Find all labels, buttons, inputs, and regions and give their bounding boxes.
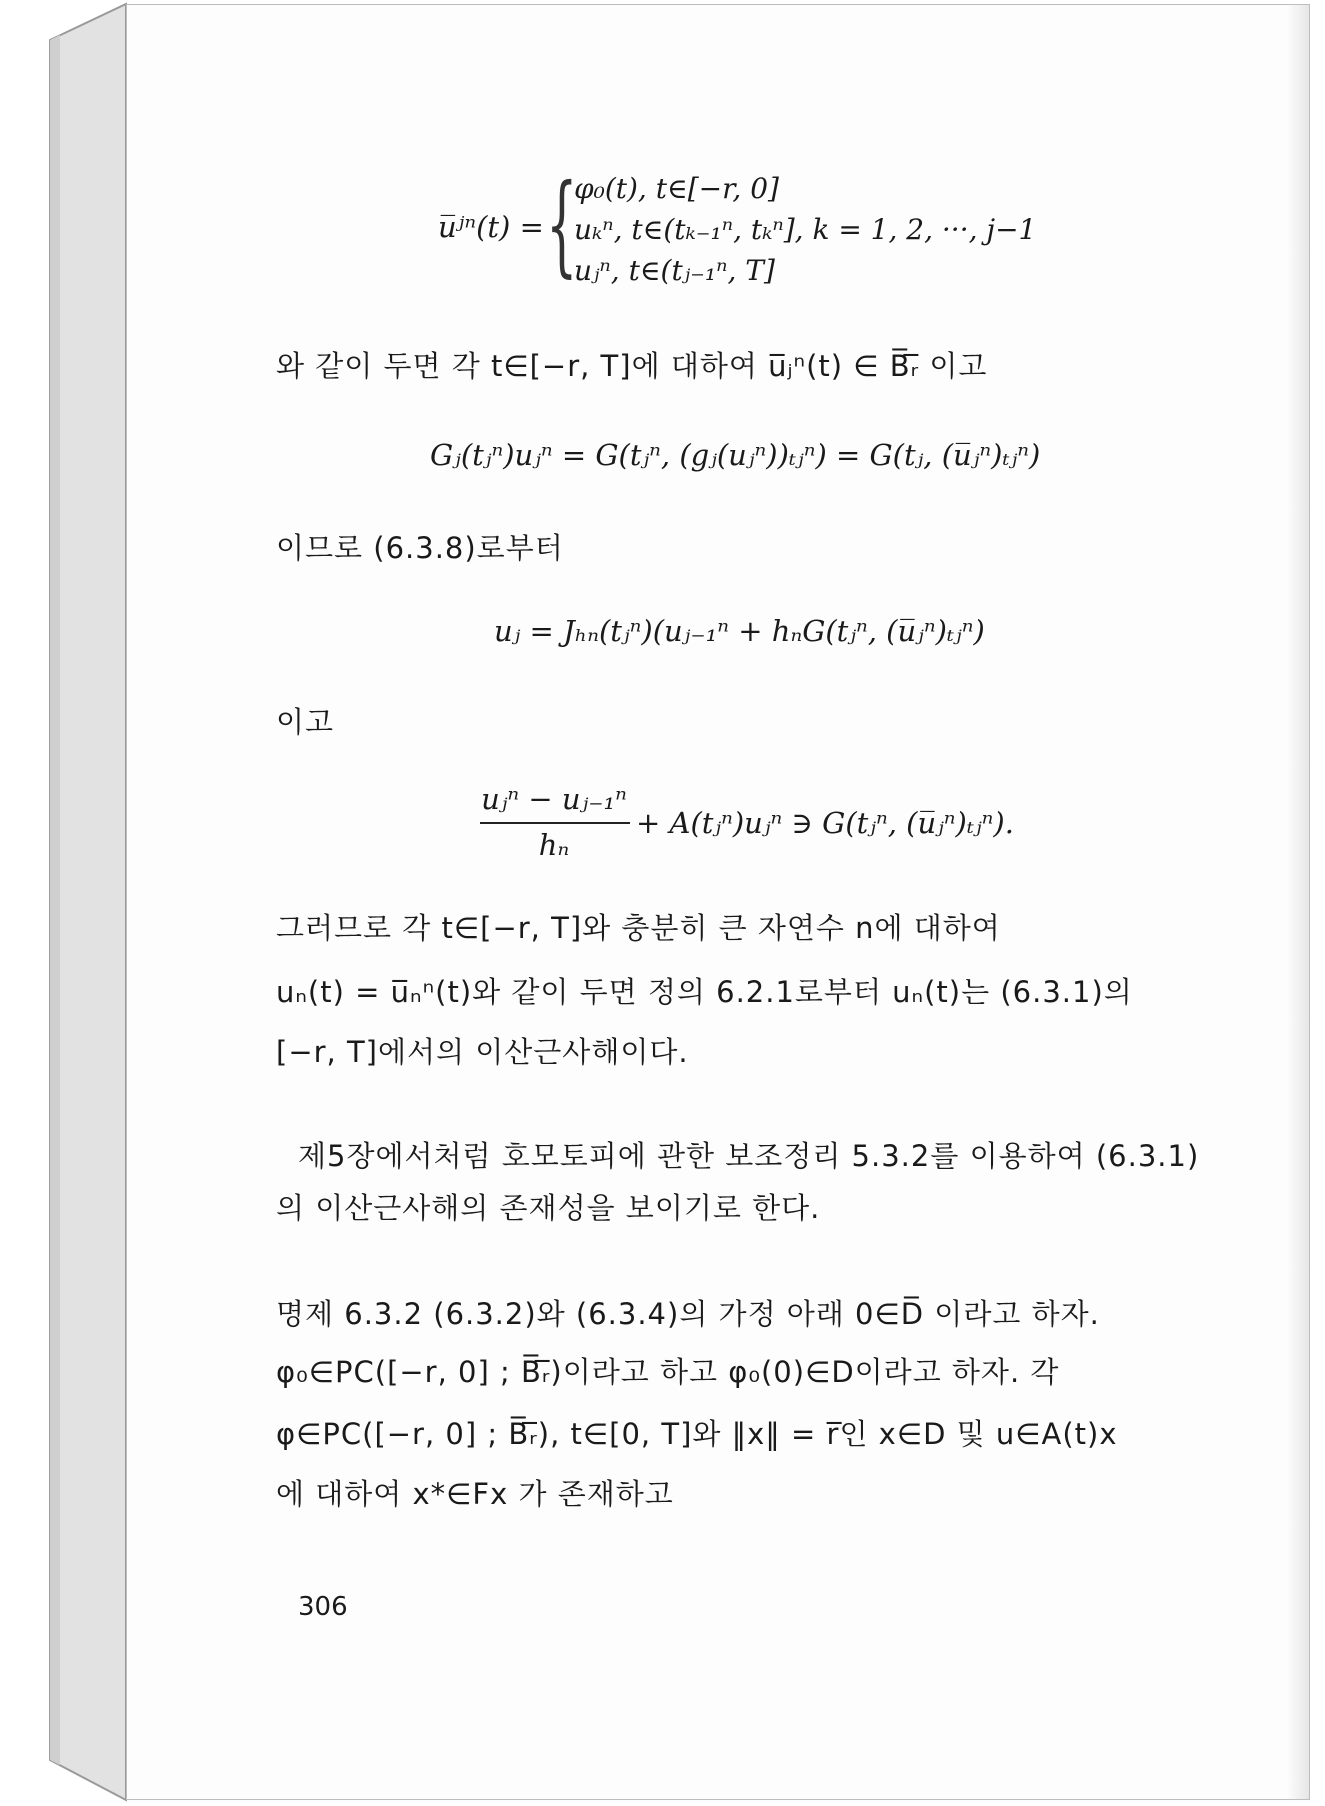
book-left-side [50, 4, 126, 1800]
fraction-denominator: hₙ [538, 828, 570, 862]
fraction-numerator: uⱼⁿ − uⱼ₋₁ⁿ [481, 782, 627, 816]
paragraph-3: 이고 [276, 705, 335, 739]
fraction-bar [480, 822, 630, 824]
definition-lhs: u̅ʲⁿ(t) = [438, 210, 544, 244]
definition-case-2: uₖⁿ, t∈(tₖ₋₁ⁿ, tₖⁿ], k = 1, 2, ···, j−1 [574, 213, 1037, 246]
paragraph-4-line-2: uₙ(t) = u̅ₙⁿ(t)와 같이 두면 정의 6.2.1로부터 uₙ(t)는 (6.3.1)의 [276, 975, 1133, 1009]
book-left-edge [50, 35, 60, 1765]
definition-case-1: φ₀(t), t∈[−r, 0] [574, 172, 779, 205]
fraction-rest: + A(tⱼⁿ)uⱼⁿ ∋ G(tⱼⁿ, (u̅ⱼⁿ)ₜⱼⁿ). [636, 806, 1014, 840]
page-shade [1287, 5, 1309, 1799]
proposition-line-4: 에 대하여 x*∈Fx 가 존재하고 [276, 1477, 674, 1511]
left-brace: { [546, 160, 578, 288]
equation-u: uⱼ = Jₕₙ(tⱼⁿ)(uⱼ₋₁ⁿ + hₙG(tⱼⁿ, (u̅ⱼⁿ)ₜⱼⁿ) [494, 614, 985, 648]
page-number: 306 [298, 1592, 348, 1622]
paragraph-5-line-2: 의 이산근사해의 존재성을 보이기로 한다. [276, 1191, 821, 1225]
paragraph-2: 이므로 (6.3.8)로부터 [276, 531, 564, 565]
definition-case-3: uⱼⁿ, t∈(tⱼ₋₁ⁿ, T] [574, 254, 775, 287]
proposition-line-2: φ₀∈PC([−r, 0] ; B̅ᵣ̅)이라고 하고 φ₀(0)∈D이라고 하자. 각 [276, 1355, 1060, 1389]
proposition-line-3: φ∈PC([−r, 0] ; B̅ᵣ̅), t∈[0, T]와 ‖x‖ = r̅인 x∈D 및 u∈A(t)x [276, 1417, 1118, 1451]
paragraph-4-line-3: [−r, T]에서의 이산근사해이다. [276, 1035, 689, 1069]
proposition-line-1: 명제 6.3.2 (6.3.2)와 (6.3.4)의 가정 아래 0∈D̅ 이라고 하자. [276, 1297, 1100, 1331]
equation-G: Gⱼ(tⱼⁿ)uⱼⁿ = G(tⱼⁿ, (gⱼ(uⱼⁿ))ₜⱼⁿ) = G(tⱼ, (u̅ⱼⁿ)ₜⱼⁿ) [430, 438, 1041, 472]
paragraph-5-line-1: 제5장에서처럼 호모토피에 관한 보조정리 5.3.2를 이용하여 (6.3.1) [298, 1139, 1200, 1173]
paragraph-4-line-1: 그러므로 각 t∈[−r, T]와 충분히 큰 자연수 n에 대하여 [276, 911, 1001, 945]
paragraph-1: 와 같이 두면 각 t∈[−r, T]에 대하여 u̅ⱼⁿ(t) ∈ B̅ᵣ̅ 이고 [276, 349, 988, 383]
